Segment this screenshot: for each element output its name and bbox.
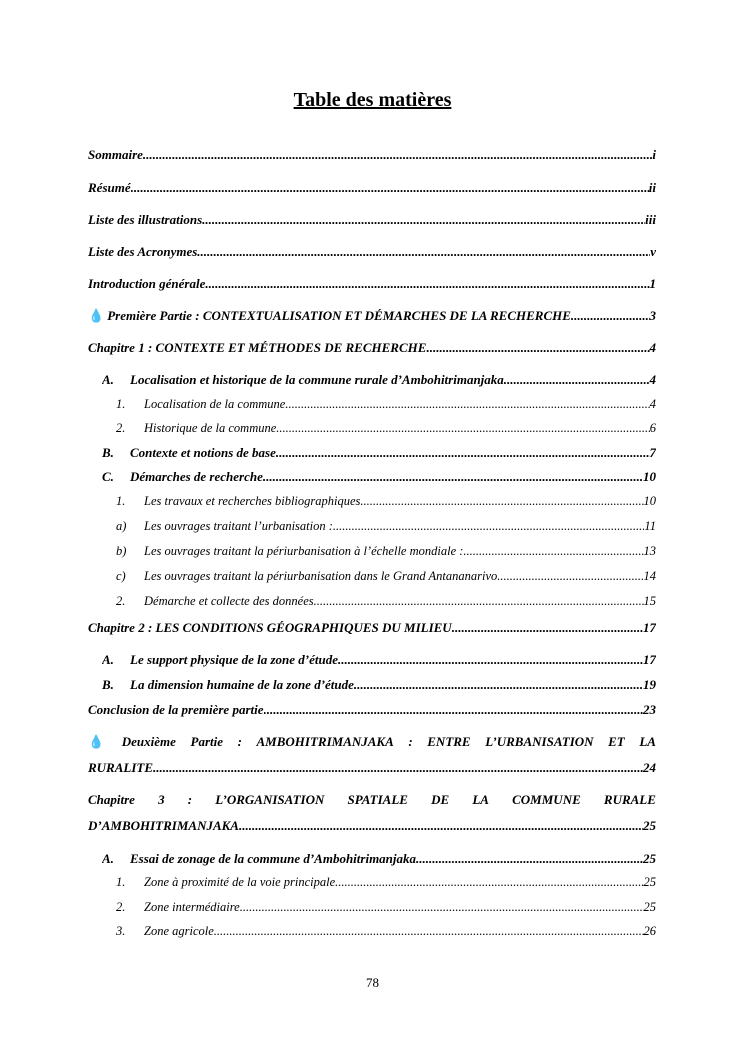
toc-number: C. [102, 469, 114, 484]
toc-leader [338, 652, 643, 668]
toc-entry-sommaire[interactable] [88, 147, 656, 163]
toc-leader [571, 308, 650, 324]
toc-page: 15 [643, 594, 656, 608]
toc-label-line-2 [88, 760, 656, 776]
toc-label: Liste des Acronymes [88, 244, 198, 259]
toc-label-line-1 [88, 792, 656, 808]
toc-leader [153, 760, 643, 776]
toc-leader [497, 569, 643, 584]
toc-leader [276, 421, 649, 436]
toc-entry-c2-b[interactable] [102, 677, 656, 693]
toc-page: 4 [649, 340, 656, 355]
toc-page: 24 [643, 760, 656, 775]
toc-page: 17 [643, 652, 656, 667]
toc-word: 3 [158, 792, 165, 807]
toc-label-wrap [116, 900, 240, 915]
page-title: Table des matières [293, 89, 452, 111]
toc-page: 1 [649, 276, 656, 291]
toc-entry-chapitre2[interactable] [88, 620, 656, 636]
toc-entry-c3-a[interactable] [102, 851, 656, 867]
toc-label: Zone à proximité de la voie principale [144, 875, 336, 889]
toc-entry-c1-c-1[interactable] [116, 494, 656, 509]
toc-leader [285, 397, 649, 412]
toc-label-wrap [116, 569, 497, 584]
toc-number: B. [102, 445, 114, 460]
toc-leader [314, 594, 644, 609]
toc-page: ii [648, 180, 656, 195]
toc-label-wrap [102, 372, 504, 388]
toc-word: ENTRE [427, 734, 471, 749]
toc-label: Chapitre 2 : LES CONDITIONS GÉOGRAPHIQUES DU MILIEU [88, 620, 452, 635]
toc-label-wrap [116, 397, 285, 412]
toc-label: La dimension humaine de la zone d’étude [130, 677, 354, 692]
toc-number: 2. [116, 900, 126, 914]
toc-number: A. [102, 372, 114, 387]
toc-entry-introduction[interactable] [88, 276, 656, 292]
toc-leader [205, 276, 649, 292]
toc-number: A. [102, 851, 114, 866]
toc-entry-partie2[interactable] [88, 734, 656, 775]
toc-leader [214, 924, 644, 939]
toc-page: 6 [649, 421, 656, 435]
toc-word: LA [472, 792, 489, 807]
toc-page: 10 [643, 494, 656, 508]
toc-entry-acronymes[interactable] [88, 244, 656, 260]
toc-word: Deuxième [121, 734, 176, 749]
toc-page: 17 [643, 620, 656, 635]
toc-page: 13 [643, 544, 656, 558]
toc-entry-c1-a-2[interactable] [116, 421, 656, 436]
toc-label-line-2 [88, 818, 656, 834]
page-number: 78 [366, 975, 379, 990]
toc-word: COMMUNE [512, 792, 581, 807]
toc-label: Le support physique de la zone d’étude [130, 652, 338, 667]
toc-label-wrap [102, 445, 276, 461]
droplet-icon: 💧 [88, 734, 105, 749]
toc-entry-resume[interactable] [88, 180, 656, 196]
toc-label-wrap [102, 677, 354, 693]
toc-number: B. [102, 677, 114, 692]
toc-word: AMBOHITRIMANJAKA [256, 734, 394, 749]
toc-leader [333, 519, 645, 534]
toc-leader [360, 494, 643, 509]
toc-label-wrap [116, 594, 314, 609]
toc-entry-c1-c-2[interactable] [116, 594, 656, 609]
toc-label-wrap [102, 469, 263, 485]
toc-number: 1. [116, 397, 126, 411]
toc-word: Partie [190, 734, 223, 749]
toc-entry-c1-a[interactable] [102, 372, 656, 388]
toc-label: Sommaire [88, 147, 143, 162]
toc-number: b) [116, 544, 127, 558]
toc-leader [335, 875, 643, 890]
toc-label-wrap [116, 421, 276, 436]
toc-word: LA [639, 734, 656, 749]
toc-label-wrap [102, 652, 338, 668]
toc-page: i [652, 147, 656, 162]
toc-label: Localisation et historique de la commune rurale d’Ambohitrimanjaka [130, 372, 504, 387]
toc-label: Première Partie : CONTEXTUALISATION ET DÉMARCHES DE LA RECHERCHE [107, 308, 571, 323]
toc-entry-partie1[interactable] [88, 308, 656, 324]
toc-label: Démarche et collecte des données [144, 594, 314, 608]
toc-label: Les ouvrages traitant la périurbanisation à l’échelle mondiale : [144, 544, 464, 558]
toc-label: Historique de la commune [144, 421, 277, 435]
toc-label: Localisation de la commune [144, 397, 286, 411]
toc-page: 23 [643, 702, 656, 717]
toc-leader [143, 147, 652, 163]
toc-entry-c3-a-3[interactable] [116, 924, 656, 939]
toc-entry-c1-c-c[interactable] [116, 569, 656, 584]
toc-label: Conclusion de la première partie [88, 702, 264, 717]
toc-entry-chapitre1[interactable] [88, 340, 656, 356]
toc-label-wrap [116, 924, 214, 939]
toc-entry-c1-b[interactable] [102, 445, 656, 461]
toc-number: 2. [116, 421, 126, 435]
toc-label: Liste des illustrations [88, 212, 203, 227]
toc-label-wrap [116, 494, 360, 509]
toc-label: Résumé [88, 180, 131, 195]
toc-page: 19 [643, 677, 656, 692]
toc-label: Zone agricole [144, 924, 214, 938]
toc-page: 25 [643, 818, 656, 833]
toc-word: ET [608, 734, 625, 749]
toc-word: DE [431, 792, 450, 807]
toc-page: 25 [643, 851, 656, 866]
toc-page: 4 [649, 397, 656, 411]
toc-leader [264, 702, 644, 718]
toc-label: Démarches de recherche [130, 469, 263, 484]
toc-page: 26 [643, 924, 656, 938]
toc-entry-c1-c-a[interactable] [116, 519, 656, 534]
toc-leader [463, 544, 643, 559]
toc-leader [263, 469, 643, 485]
toc-label: RURALITE [88, 760, 154, 775]
toc-label: Contexte et notions de base [130, 445, 276, 460]
toc-entry-c1-c[interactable] [102, 469, 656, 485]
toc-label-line-1 [88, 734, 656, 750]
toc-label: Chapitre 1 : CONTEXTE ET MÉTHODES DE RECHERCHE [88, 340, 427, 355]
toc-word: SPATIALE [347, 792, 408, 807]
droplet-icon: 💧 [88, 308, 105, 323]
toc-page: iii [645, 212, 656, 227]
toc-label: Zone intermédiaire [144, 900, 240, 914]
toc-leader [131, 180, 649, 196]
toc-number: A. [102, 652, 114, 667]
toc-label-wrap [116, 544, 463, 559]
toc-entry-c3-a-2[interactable] [116, 900, 656, 915]
toc-label: Introduction générale [88, 276, 206, 291]
toc-leader [276, 445, 650, 461]
toc-page: 3 [649, 308, 656, 323]
toc-page: 10 [643, 469, 656, 484]
toc-number: 1. [116, 875, 126, 889]
toc-label-wrap [88, 308, 571, 324]
toc-entry-c1-c-b[interactable] [116, 544, 656, 559]
toc-number: 3. [116, 924, 126, 938]
toc-label-wrap [102, 851, 416, 867]
toc-leader [354, 677, 643, 693]
toc-leader [240, 900, 644, 915]
toc-entry-conclusion1[interactable] [88, 702, 656, 718]
toc-label-wrap [116, 875, 335, 890]
toc-leader [202, 212, 645, 228]
toc-label: Les ouvrages traitant la périurbanisation dans le Grand Antananarivo [144, 569, 498, 583]
toc-page: 25 [643, 900, 656, 914]
toc-word: Chapitre [88, 792, 135, 807]
toc-leader [504, 372, 650, 388]
toc-number: 1. [116, 494, 126, 508]
toc-label-wrap [116, 519, 333, 534]
toc-entry-chapitre3[interactable] [88, 792, 656, 833]
toc-page: 14 [643, 569, 656, 583]
toc-number: c) [116, 569, 126, 583]
toc-word: RURALE [603, 792, 656, 807]
toc-entry-c1-a-1[interactable] [116, 397, 656, 412]
toc-word: : [187, 792, 193, 807]
toc-entry-c3-a-1[interactable] [116, 875, 656, 890]
toc-label: Essai de zonage de la commune d’Ambohitrimanjaka [130, 851, 417, 866]
toc-page: 7 [649, 445, 656, 460]
toc-page: v [650, 244, 656, 259]
toc-leader [416, 851, 643, 867]
toc-leader [197, 244, 650, 260]
toc-word: L’ORGANISATION [215, 792, 325, 807]
toc-page: 11 [644, 519, 656, 533]
toc-leader [426, 340, 649, 356]
toc-leader [242, 818, 643, 834]
toc-page: 25 [643, 875, 656, 889]
toc-entry-illustrations[interactable] [88, 212, 656, 228]
toc-word: L’URBANISATION [485, 734, 594, 749]
toc-word: : [408, 734, 413, 749]
toc-number: a) [116, 519, 127, 533]
toc-label: Les travaux et recherches bibliographiques [144, 494, 361, 508]
toc-leader [452, 620, 643, 636]
toc-label: Les ouvrages traitant l’urbanisation : [144, 519, 333, 533]
toc-word: : [237, 734, 242, 749]
toc-label: D’AMBOHITRIMANJAKA. [88, 818, 243, 833]
toc-page: 4 [649, 372, 656, 387]
toc-entry-c2-a[interactable] [102, 652, 656, 668]
toc-number: 2. [116, 594, 126, 608]
